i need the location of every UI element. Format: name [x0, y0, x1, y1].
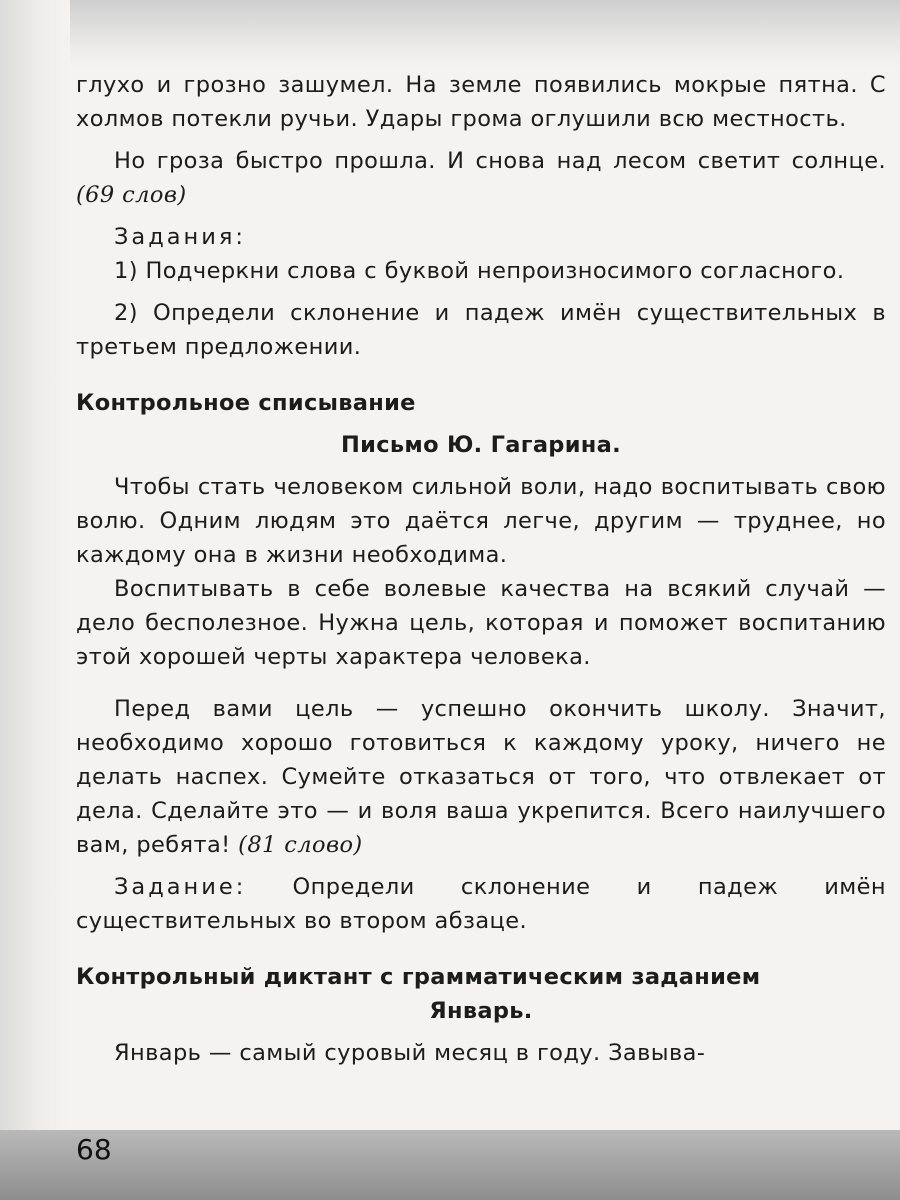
text-title-january: Январь. [429, 998, 533, 1024]
page-left-shadow [0, 0, 70, 1200]
section-title-copying: Контрольное списывание [76, 390, 416, 416]
paragraph-gagarin-1: Чтобы стать человеком сильной воли, надо воспитывать свою волю. Одним людям это даётся легче, другим — труднее, но каждому она в жизни необходима. [76, 474, 886, 568]
section-title-dictation: Контрольный диктант с грамматическим заданием [76, 964, 761, 990]
text-title-gagarin: Письмо Ю. Гагарина. [341, 432, 621, 458]
page-content [76, 68, 886, 1070]
paragraph-gagarin-3: Перед вами цель — успешно окончить школу. Значит, необходимо хорошо готовиться к каждому уроку, ничего не делать наспех. Сумейте отказаться от того, что отвлекает от дела. Сделайте это — и воля ваша укрепится. Всего наилучшего вам, ребята! (81 слово) [76, 696, 886, 858]
task-gagarin: Задание: Определи склонение и падеж имён существительных во втором абзаце. [76, 874, 886, 934]
task-2: 2) Определи склонение и падеж имён существительных в третьем предложении. [76, 300, 886, 360]
word-count: (69 слов) [76, 182, 187, 208]
page-number: 68 [76, 1133, 112, 1166]
task-1: 1) Подчеркни слова с буквой непроизносимого согласного. [114, 258, 845, 284]
word-count: (81 слово) [238, 832, 363, 858]
paragraph-january: Январь — самый суровый месяц в году. Завыва- [114, 1040, 706, 1066]
paragraph-storm-end: Но гроза быстро прошла. И снова над лесом светит солнце. (69 слов) [76, 148, 886, 208]
paragraph-storm-continued: глухо и грозно зашумел. На земле появились мокрые пятна. С холмов потекли ручьи. Удары грома оглушили всю местность. [76, 72, 886, 132]
tasks-label: Задания: [114, 224, 247, 250]
paragraph-gagarin-2: Воспитывать в себе волевые качества на всякий случай — дело бесполезное. Нужна цель, которая и поможет воспитанию этой хорошей черты характера человека. [76, 576, 886, 670]
page-top-shadow [0, 0, 900, 68]
page-bottom-shadow [0, 1130, 900, 1200]
